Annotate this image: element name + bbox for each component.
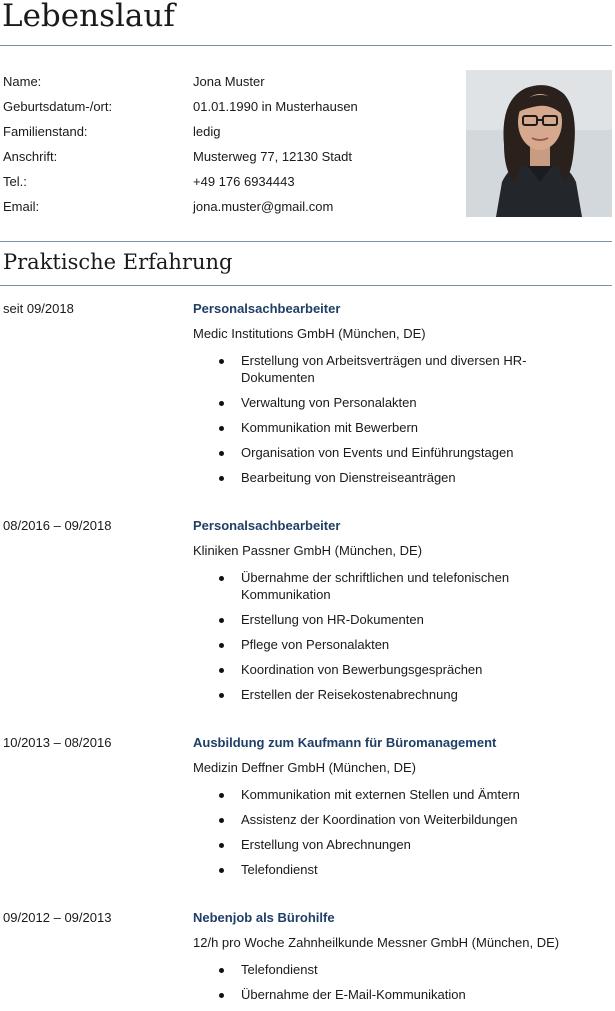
section-title-experience: Praktische Erfahrung xyxy=(3,250,233,274)
job-task: Telefondienst xyxy=(241,961,571,978)
personal-label: Geburtsdatum-/ort: xyxy=(3,99,113,114)
personal-value: Musterweg 77, 12130 Stadt xyxy=(193,149,352,164)
job-title: Personalsachbearbeiter xyxy=(193,518,341,533)
personal-row-phone xyxy=(0,168,460,193)
job-title: Personalsachbearbeiter xyxy=(193,301,341,316)
personal-row-address xyxy=(0,143,460,168)
personal-label: Tel.: xyxy=(3,174,27,189)
personal-value: +49 176 6934443 xyxy=(193,174,295,189)
job-task: Bearbeitung von Dienstreiseanträgen xyxy=(241,469,571,486)
personal-label: Name: xyxy=(3,74,42,89)
job-date: 09/2012 – 09/2013 xyxy=(3,910,112,925)
job-task: Übernahme der E-Mail-Kommunikation xyxy=(241,986,571,1003)
personal-value: Jona Muster xyxy=(193,74,265,89)
job-task: Assistenz der Koordination von Weiterbildungen xyxy=(241,811,571,828)
job-date: 10/2013 – 08/2016 xyxy=(3,735,112,750)
personal-value: ledig xyxy=(193,124,221,139)
title-divider xyxy=(0,45,612,46)
job-title: Nebenjob als Bürohilfe xyxy=(193,910,335,925)
job-task-list xyxy=(241,961,571,1011)
personal-value: jona.muster@gmail.com xyxy=(193,199,334,214)
job-company: Medic Institutions GmbH (München, DE) xyxy=(193,326,426,341)
job-company: 12/h pro Woche Zahnheilkunde Messner GmbH (München, DE) xyxy=(193,935,560,950)
job-task: Erstellung von Abrechnungen xyxy=(241,836,571,853)
job-title: Ausbildung zum Kaufmann für Büromanagement xyxy=(193,735,497,750)
personal-row-family xyxy=(0,118,460,143)
job-task: Verwaltung von Personalakten xyxy=(241,394,571,411)
job-task: Erstellen der Reisekostenabrechnung xyxy=(241,686,571,703)
job-task: Kommunikation mit Bewerbern xyxy=(241,419,571,436)
job-date: 08/2016 – 09/2018 xyxy=(3,518,112,533)
personal-row-email xyxy=(0,193,460,218)
job-company: Medizin Deffner GmbH (München, DE) xyxy=(193,760,417,775)
job-task: Kommunikation mit externen Stellen und Ämtern xyxy=(241,786,571,803)
section-divider-bottom xyxy=(0,285,612,286)
section-divider-top xyxy=(0,241,612,242)
personal-info xyxy=(0,68,460,218)
personal-row-birth xyxy=(0,93,460,118)
job-task: Erstellung von HR-Dokumenten xyxy=(241,611,571,628)
job-task: Koordination von Bewerbungsgesprächen xyxy=(241,661,571,678)
personal-row-name xyxy=(0,68,460,93)
job-task: Erstellung von Arbeitsverträgen und diversen HR-Dokumenten xyxy=(241,352,571,386)
job-task-list xyxy=(241,569,571,711)
personal-label: Email: xyxy=(3,199,40,214)
job-company: Kliniken Passner GmbH (München, DE) xyxy=(193,543,423,558)
page-title: Lebenslauf xyxy=(2,0,175,34)
job-task: Übernahme der schriftlichen und telefonischen Kommunikation xyxy=(241,569,571,603)
job-task: Organisation von Events und Einführungstagen xyxy=(241,444,571,461)
profile-photo xyxy=(466,70,612,217)
job-task-list xyxy=(241,786,571,886)
job-task: Telefondienst xyxy=(241,861,571,878)
job-task: Pflege von Personalakten xyxy=(241,636,571,653)
job-task-list xyxy=(241,352,571,494)
personal-label: Anschrift: xyxy=(3,149,58,164)
personal-value: 01.01.1990 in Musterhausen xyxy=(193,99,358,114)
job-date: seit 09/2018 xyxy=(3,301,74,316)
personal-label: Familienstand: xyxy=(3,124,88,139)
